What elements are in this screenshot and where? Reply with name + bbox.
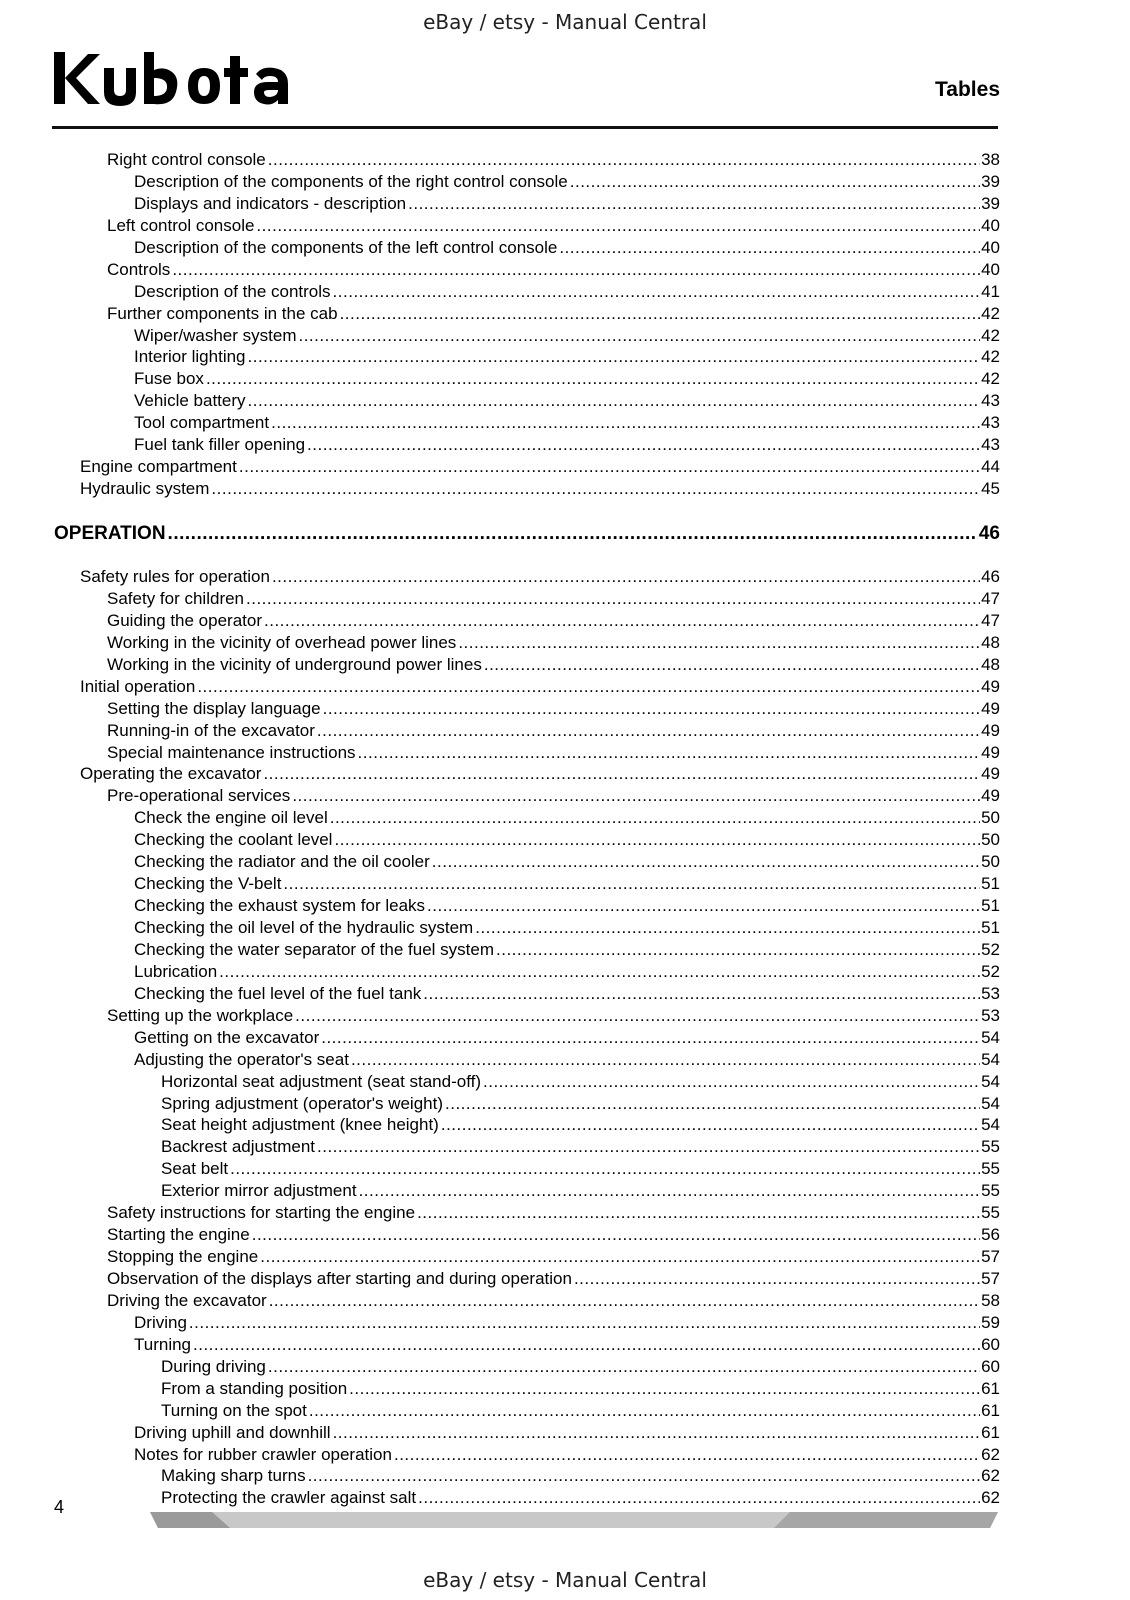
toc-entry[interactable] (0, 632, 1130, 654)
toc-entry-label: Controls (107, 259, 171, 279)
toc-entry[interactable] (0, 566, 1130, 588)
toc-entry-label: Making sharp turns (161, 1466, 306, 1486)
toc-entry-label: Protecting the crawler against salt (161, 1488, 417, 1508)
toc-leader-dots (248, 390, 981, 412)
toc-entry-label: Safety instructions for starting the engine (107, 1203, 416, 1223)
toc-entry-label: Checking the exhaust system for leaks (134, 896, 426, 916)
toc-entry-page: 44 (981, 457, 1000, 477)
toc-leader-dots (496, 939, 980, 961)
toc-entry-label: Initial operation (80, 676, 196, 696)
toc-entry-page: 40 (981, 215, 1000, 235)
toc-entry[interactable] (0, 1005, 1130, 1027)
toc-leader-dots (252, 1224, 980, 1246)
toc-entry-page: 49 (981, 698, 1000, 718)
toc-entry-label: Description of the controls (134, 281, 331, 301)
toc-leader-dots (189, 1312, 980, 1334)
page-number: 4 (54, 1497, 65, 1517)
toc-entry-label: Checking the V-belt (134, 874, 282, 894)
toc-entry-label: Working in the vicinity of underground power lines (107, 654, 482, 674)
toc-leader-dots (256, 215, 980, 237)
toc-entry-label: Displays and indicators - description (134, 193, 407, 213)
toc-entry-page: 60 (981, 1356, 1000, 1376)
header-divider (52, 126, 998, 129)
toc-entry-label: Driving (134, 1312, 187, 1332)
toc-entry-label: Checking the radiator and the oil cooler (134, 852, 430, 872)
toc-leader-dots (423, 983, 980, 1005)
toc-leader-dots (417, 1202, 980, 1224)
toc-entry[interactable] (0, 1378, 1130, 1400)
toc-entry-label: Safety for children (107, 588, 245, 608)
toc-entry-page: 51 (981, 918, 1000, 937)
watermark-bottom: eBay / etsy - Manual Central (423, 1568, 707, 1592)
toc-entry[interactable] (0, 983, 1130, 1005)
toc-entry-page: 43 (981, 413, 1000, 433)
toc-leader-dots (309, 1400, 980, 1422)
toc-leader-dots (239, 456, 980, 478)
toc-leader-dots (206, 368, 980, 390)
toc-entry[interactable] (0, 346, 1130, 368)
toc-entry-label: Working in the vicinity of overhead power lines (107, 632, 457, 652)
toc-entry[interactable] (0, 1246, 1130, 1268)
toc-entry-page: 55 (981, 1203, 1000, 1223)
toc-leader-dots (418, 1487, 980, 1509)
toc-leader-dots (570, 171, 980, 193)
toc-entry-page: 53 (981, 983, 1000, 1003)
toc-entry[interactable] (0, 325, 1130, 347)
toc-entry[interactable] (0, 763, 1130, 785)
toc-entry-page: 49 (981, 742, 1000, 762)
toc-entry-label: Setting the display language (107, 698, 321, 718)
toc-entry-page: 50 (981, 852, 1000, 872)
toc-chapter-heading[interactable] (0, 510, 1130, 558)
toc-entry[interactable] (0, 193, 1130, 215)
toc-entry-label: Description of the components of the left control console (134, 237, 558, 257)
toc-entry-label: Engine compartment (80, 457, 237, 477)
toc-leader-dots (330, 807, 980, 829)
toc-leader-dots (230, 1158, 980, 1180)
toc-entry-label: Wiper/washer system (134, 325, 297, 345)
toc-leader-dots (308, 1465, 981, 1487)
footer-decorative-bar (150, 1510, 998, 1530)
toc-leader-dots (484, 654, 980, 676)
toc-leader-dots (559, 237, 980, 259)
toc-entry[interactable] (0, 478, 1130, 500)
toc-entry[interactable] (0, 588, 1130, 610)
toc-entry-label: During driving (161, 1356, 266, 1376)
toc-leader-dots (334, 829, 980, 851)
toc-leader-dots (340, 303, 981, 325)
toc-entry-page: 38 (981, 150, 1000, 169)
toc-leader-dots (321, 1027, 980, 1049)
toc-entry-page: 50 (981, 830, 1000, 850)
toc-entry-label: Seat height adjustment (knee height) (161, 1115, 439, 1135)
toc-leader-dots (475, 917, 980, 939)
toc-leader-dots (168, 510, 978, 558)
toc-entry[interactable] (0, 1465, 1130, 1487)
toc-entry-label: Further components in the cab (107, 303, 338, 323)
watermark-top: eBay / etsy - Manual Central (423, 10, 707, 34)
toc-entry-label: Driving the excavator (107, 1290, 267, 1310)
toc-entry[interactable] (0, 215, 1130, 237)
toc-entry-label: Checking the water separator of the fuel system (134, 939, 495, 959)
toc-leader-dots (268, 149, 980, 171)
toc-entry[interactable] (0, 654, 1130, 676)
toc-entry-page: 40 (981, 237, 1000, 257)
toc-leader-dots (317, 1136, 980, 1158)
toc-entry[interactable] (0, 698, 1130, 720)
toc-entry-page: 43 (981, 435, 1000, 455)
toc-leader-dots (317, 720, 980, 742)
toc-entry-page: 55 (981, 1137, 1000, 1157)
toc-entry-page: 48 (981, 632, 1000, 652)
toc-entry-label: Turning on the spot (161, 1400, 307, 1420)
toc-leader-dots (292, 785, 980, 807)
toc-leader-dots (394, 1444, 980, 1466)
toc-entry-page: 40 (981, 259, 1000, 279)
toc-entry[interactable] (0, 1224, 1130, 1246)
toc-entry-page: 54 (981, 1027, 1000, 1047)
toc-entry-label: Adjusting the operator's seat (134, 1049, 349, 1069)
toc-entry-label: Right control console (107, 150, 266, 169)
toc-entry-page: 52 (981, 961, 1000, 981)
toc-entry-page: 49 (981, 786, 1000, 806)
toc-entry[interactable] (0, 895, 1130, 917)
toc-entry-page: 50 (981, 808, 1000, 828)
toc-entry-page: 62 (981, 1488, 1000, 1508)
toc-entry-label: Spring adjustment (operator's weight) (161, 1093, 443, 1113)
toc-entry-page: 49 (981, 764, 1000, 784)
toc-entry[interactable] (0, 1158, 1130, 1180)
toc-leader-dots (408, 193, 980, 215)
toc-entry[interactable] (0, 237, 1130, 259)
toc-entry-label: Pre-operational services (107, 786, 291, 806)
toc-entry[interactable] (0, 1180, 1130, 1202)
toc-leader-dots (307, 434, 980, 456)
toc-entry[interactable] (0, 1422, 1130, 1444)
toc-entry-label: Getting on the excavator (134, 1027, 320, 1047)
toc-entry[interactable] (0, 1093, 1130, 1115)
toc-leader-dots (483, 1071, 980, 1093)
toc-entry-page: 49 (981, 676, 1000, 696)
toc-entry-page: 39 (981, 171, 1000, 191)
toc-entry[interactable] (0, 1027, 1130, 1049)
toc-entry-label: Lubrication (134, 961, 218, 981)
toc-leader-dots (260, 1246, 980, 1268)
toc-entry-page: 55 (981, 1159, 1000, 1179)
toc-entry-page: 43 (981, 391, 1000, 411)
toc-leader-dots (323, 698, 980, 720)
toc-entry-page: 61 (981, 1400, 1000, 1420)
table-of-contents (0, 149, 1130, 1509)
toc-entry-page: 51 (981, 896, 1000, 916)
toc-leader-dots (211, 478, 980, 500)
toc-entry-page: 61 (981, 1422, 1000, 1442)
toc-leader-dots (333, 1422, 981, 1444)
toc-entry-page: 60 (981, 1334, 1000, 1354)
toc-leader-dots (333, 281, 981, 303)
toc-entry-page: 54 (981, 1115, 1000, 1135)
toc-leader-dots (445, 1093, 980, 1115)
toc-entry-page: 57 (981, 1269, 1000, 1288)
toc-entry-page: 46 (981, 567, 1000, 586)
toc-leader-dots (271, 412, 980, 434)
toc-entry-page: 51 (981, 874, 1000, 894)
toc-entry[interactable] (0, 1071, 1130, 1093)
toc-leader-dots (246, 588, 980, 610)
toc-entry-page: 42 (981, 369, 1000, 389)
toc-entry-page: 59 (981, 1312, 1000, 1332)
toc-leader-dots (574, 1268, 980, 1290)
toc-leader-dots (264, 610, 980, 632)
toc-entry[interactable] (0, 1487, 1130, 1509)
toc-entry-label: Notes for rubber crawler operation (134, 1444, 392, 1464)
toc-entry-label: Guiding the operator (107, 610, 262, 630)
toc-entry-page: 49 (981, 720, 1000, 740)
toc-entry[interactable] (0, 807, 1130, 829)
toc-entry[interactable] (0, 412, 1130, 434)
toc-entry-label: Driving uphill and downhill (134, 1422, 331, 1442)
toc-entry-label: Turning (134, 1334, 192, 1354)
toc-entry-label: Vehicle battery (134, 391, 246, 411)
toc-entry-label: Backrest adjustment (161, 1137, 316, 1157)
toc-entry-page: 45 (981, 479, 1000, 499)
toc-entry[interactable] (0, 1312, 1130, 1334)
toc-entry-label: Horizontal seat adjustment (seat stand-off) (161, 1071, 482, 1091)
toc-entry[interactable] (0, 1114, 1130, 1136)
toc-entry[interactable] (0, 917, 1130, 939)
toc-entry[interactable] (0, 1356, 1130, 1378)
toc-entry[interactable] (0, 851, 1130, 873)
toc-leader-dots (359, 1180, 981, 1202)
toc-entry[interactable] (0, 720, 1130, 742)
toc-entry[interactable] (0, 1136, 1130, 1158)
toc-entry-label: Seat belt (161, 1159, 229, 1179)
toc-entry[interactable] (0, 873, 1130, 895)
toc-entry-page: 48 (981, 654, 1000, 674)
toc-entry-label: Fuse box (134, 369, 204, 389)
toc-entry[interactable] (0, 259, 1130, 281)
toc-entry-page: 47 (981, 610, 1000, 630)
toc-entry[interactable] (0, 939, 1130, 961)
toc-entry[interactable] (0, 961, 1130, 983)
toc-entry-label: Checking the fuel level of the fuel tank (134, 983, 422, 1003)
toc-entry[interactable] (0, 1290, 1130, 1312)
toc-entry-label: Left control console (107, 215, 255, 235)
toc-entry-page: 55 (981, 1181, 1000, 1201)
toc-entry-page: 62 (981, 1444, 1000, 1464)
toc-entry-label: Checking the oil level of the hydraulic system (134, 918, 474, 937)
toc-entry[interactable] (0, 1202, 1130, 1224)
toc-leader-dots (269, 1290, 980, 1312)
toc-leader-dots (193, 1334, 980, 1356)
toc-entry[interactable] (0, 610, 1130, 632)
toc-entry[interactable] (0, 303, 1130, 325)
toc-entry-label: Interior lighting (134, 347, 246, 367)
toc-entry-label: Description of the components of the right control console (134, 171, 568, 191)
toc-leader-dots (458, 632, 980, 654)
toc-leader-dots (441, 1114, 980, 1136)
toc-entry-page: 62 (981, 1466, 1000, 1486)
toc-leader-dots (283, 873, 980, 895)
toc-entry-label: Hydraulic system (80, 479, 210, 499)
toc-entry[interactable] (0, 742, 1130, 764)
toc-entry[interactable] (0, 1049, 1130, 1071)
toc-entry[interactable] (0, 171, 1130, 193)
toc-entry[interactable] (0, 434, 1130, 456)
toc-entry[interactable] (0, 829, 1130, 851)
toc-leader-dots (358, 742, 981, 764)
toc-entry-page: 54 (981, 1071, 1000, 1091)
toc-leader-dots (197, 676, 980, 698)
toc-leader-dots (427, 895, 980, 917)
toc-entry-label: Stopping the engine (107, 1247, 259, 1267)
toc-entry-label: Check the engine oil level (134, 808, 328, 828)
toc-entry-page: 42 (981, 325, 1000, 345)
toc-entry-page: 54 (981, 1049, 1000, 1069)
toc-leader-dots (298, 325, 980, 347)
toc-entry[interactable] (0, 1400, 1130, 1422)
toc-entry-label: Tool compartment (134, 413, 270, 433)
toc-leader-dots (351, 1049, 980, 1071)
toc-entry-page: 54 (981, 1093, 1000, 1113)
toc-leader-dots (172, 259, 980, 281)
toc-entry-page: 41 (981, 281, 1000, 301)
toc-entry-page: 52 (981, 939, 1000, 959)
toc-entry-label: From a standing position (161, 1378, 348, 1398)
toc-entry-label: Running-in of the excavator (107, 720, 315, 740)
toc-entry-label: Safety rules for operation (80, 567, 270, 586)
toc-entry-page: 56 (981, 1225, 1000, 1245)
toc-entry[interactable] (0, 1334, 1130, 1356)
toc-entry[interactable] (0, 281, 1130, 303)
toc-entry-label: Setting up the workplace (107, 1005, 294, 1025)
section-title: Tables (935, 78, 1000, 101)
toc-entry-label: Fuel tank filler opening (134, 435, 306, 455)
toc-leader-dots (432, 851, 980, 873)
toc-entry[interactable] (0, 676, 1130, 698)
toc-entry[interactable] (0, 1444, 1130, 1466)
toc-entry-label: Operating the excavator (80, 764, 262, 784)
toc-entry[interactable] (0, 785, 1130, 807)
toc-leader-dots (248, 346, 981, 368)
toc-entry-page: 53 (981, 1005, 1000, 1025)
toc-entry-label: Observation of the displays after starting and during operation (107, 1269, 572, 1288)
toc-entry-page: 58 (981, 1290, 1000, 1310)
toc-leader-dots (295, 1005, 980, 1027)
toc-entry[interactable] (0, 456, 1130, 478)
toc-entry-label: Checking the coolant level (134, 830, 333, 850)
toc-entry-page: 39 (981, 193, 1000, 213)
toc-entry-label: Special maintenance instructions (107, 742, 356, 762)
toc-leader-dots (349, 1378, 980, 1400)
toc-entry-page: 57 (981, 1247, 1000, 1267)
toc-entry-page: 61 (981, 1378, 1000, 1398)
toc-entry[interactable] (0, 149, 1130, 171)
kubota-logo (52, 46, 312, 116)
toc-entry-label: Exterior mirror adjustment (161, 1181, 357, 1201)
toc-entry[interactable] (0, 390, 1130, 412)
toc-entry-page: 46 (978, 523, 1000, 544)
toc-leader-dots (263, 763, 980, 785)
toc-entry[interactable] (0, 368, 1130, 390)
toc-leader-dots (268, 1356, 980, 1378)
toc-entry-page: 47 (981, 588, 1000, 608)
toc-entry-page: 42 (981, 347, 1000, 367)
toc-entry-label: Starting the engine (107, 1225, 250, 1245)
toc-entry[interactable] (0, 1268, 1130, 1290)
toc-entry-page: 42 (981, 303, 1000, 323)
toc-entry-label: OPERATION (54, 510, 168, 558)
toc-leader-dots (272, 566, 980, 588)
toc-leader-dots (219, 961, 980, 983)
